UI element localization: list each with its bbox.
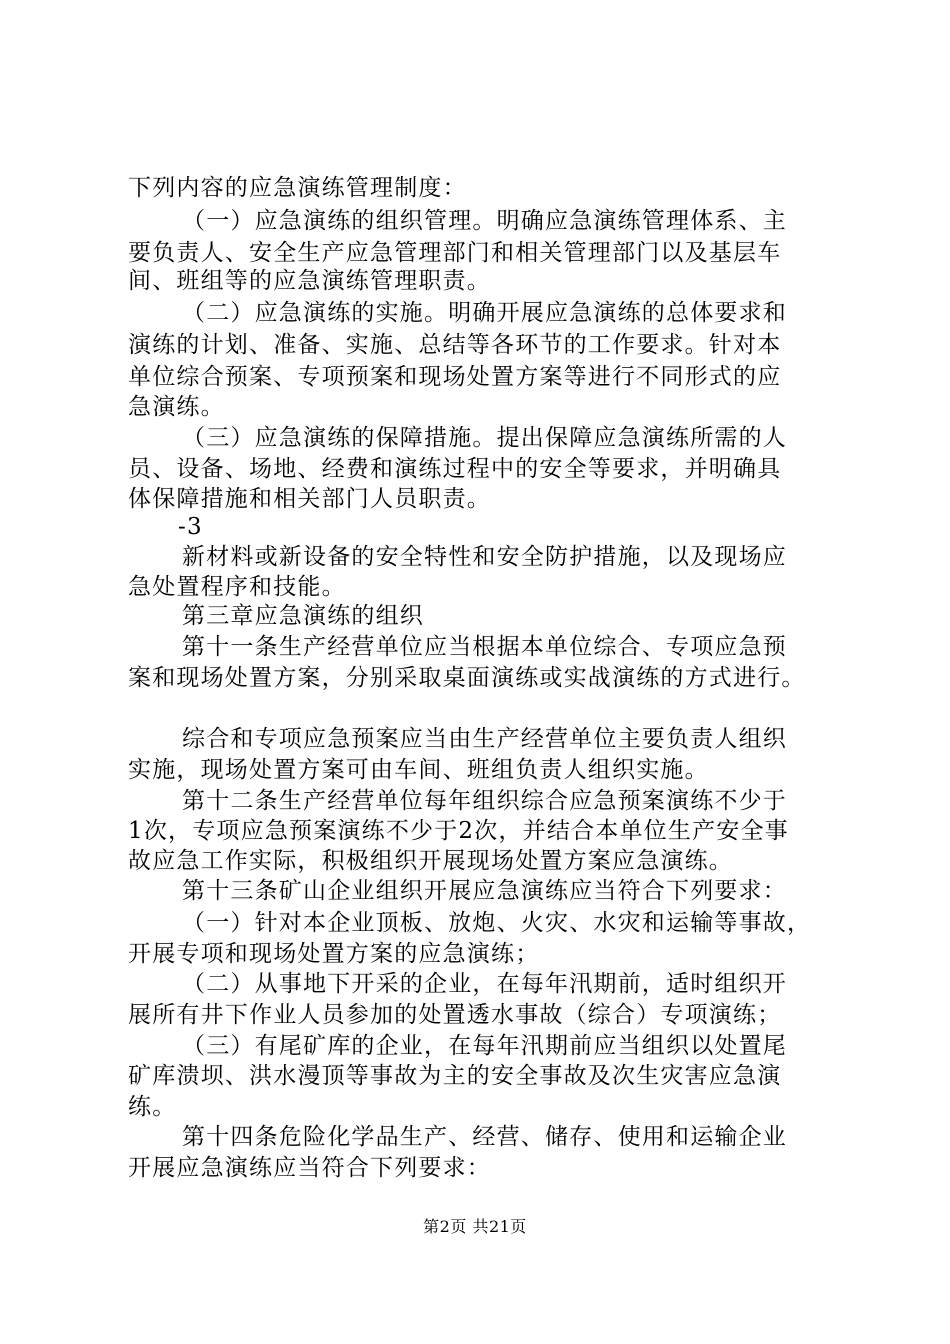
- text-line: 第十一条生产经营单位应当根据本单位综合、专项应急预: [182, 634, 787, 660]
- text-line: 体保障措施和相关部门人员职责。: [128, 486, 491, 512]
- text-line: （二）从事地下开采的企业，在每年汛期前，适时组织开: [182, 971, 787, 997]
- text-line: 演练的计划、准备、实施、总结等各环节的工作要求。针对本: [128, 332, 782, 358]
- text-line: （一）应急演练的组织管理。明确应急演练管理体系、主: [182, 208, 787, 234]
- text-line: 故应急工作实际，积极组织开展现场处置方案应急演练。: [128, 848, 733, 874]
- text-line: （三）有尾矿库的企业，在每年汛期前应当组织以处置尾: [182, 1033, 787, 1059]
- text-line: 练。: [128, 1094, 177, 1120]
- text-line: 要负责人、安全生产应急管理部门和相关管理部门以及基层车: [128, 240, 782, 266]
- text-line: （三）应急演练的保障措施。提出保障应急演练所需的人: [182, 425, 787, 451]
- text-line: （一）针对本企业顶板、放炮、火灾、水灾和运输等事故，: [182, 910, 812, 936]
- page-marker: -3: [178, 514, 203, 540]
- text-line: 综合和专项应急预案应当由生产经营单位主要负责人组织: [182, 726, 787, 752]
- text-line: 1次，专项应急预案演练不少于2次，并结合本单位生产安全事: [128, 818, 789, 844]
- text-line: 矿库溃坝、洪水漫顶等事故为主的安全事故及次生灾害应急演: [128, 1063, 782, 1089]
- text-line: 员、设备、场地、经费和演练过程中的安全等要求，并明确具: [128, 456, 782, 482]
- text-line: 急演练。: [128, 394, 225, 420]
- text-line: 第十四条危险化学品生产、经营、储存、使用和运输企业: [182, 1124, 787, 1150]
- text-line: 下列内容的应急演练管理制度：: [128, 175, 467, 201]
- text-line: 开展应急演练应当符合下列要求：: [128, 1155, 491, 1181]
- text-line: 第十二条生产经营单位每年组织综合应急预案演练不少于: [182, 788, 787, 814]
- text-line: 新材料或新设备的安全特性和安全防护措施，以及现场应: [182, 544, 787, 570]
- text-line: 案和现场处置方案，分别采取桌面演练或实战演练的方式进行。: [128, 665, 806, 691]
- text-line: 实施，现场处置方案可由车间、班组负责人组织实施。: [128, 757, 709, 783]
- text-line: （二）应急演练的实施。明确开展应急演练的总体要求和: [182, 300, 787, 326]
- text-line: 展所有井下作业人员参加的处置透水事故（综合）专项演练；: [128, 1002, 782, 1028]
- text-line: 第十三条矿山企业组织开展应急演练应当符合下列要求：: [182, 878, 787, 904]
- chapter-heading: 第三章应急演练的组织: [182, 603, 424, 629]
- page-footer: 第2页 共21页: [423, 1217, 527, 1236]
- text-line: 单位综合预案、专项预案和现场处置方案等进行不同形式的应: [128, 364, 782, 390]
- text-line: 开展专项和现场处置方案的应急演练；: [128, 941, 540, 967]
- text-line: 急处置程序和技能。: [128, 574, 346, 600]
- text-line: 间、班组等的应急演练管理职责。: [128, 268, 491, 294]
